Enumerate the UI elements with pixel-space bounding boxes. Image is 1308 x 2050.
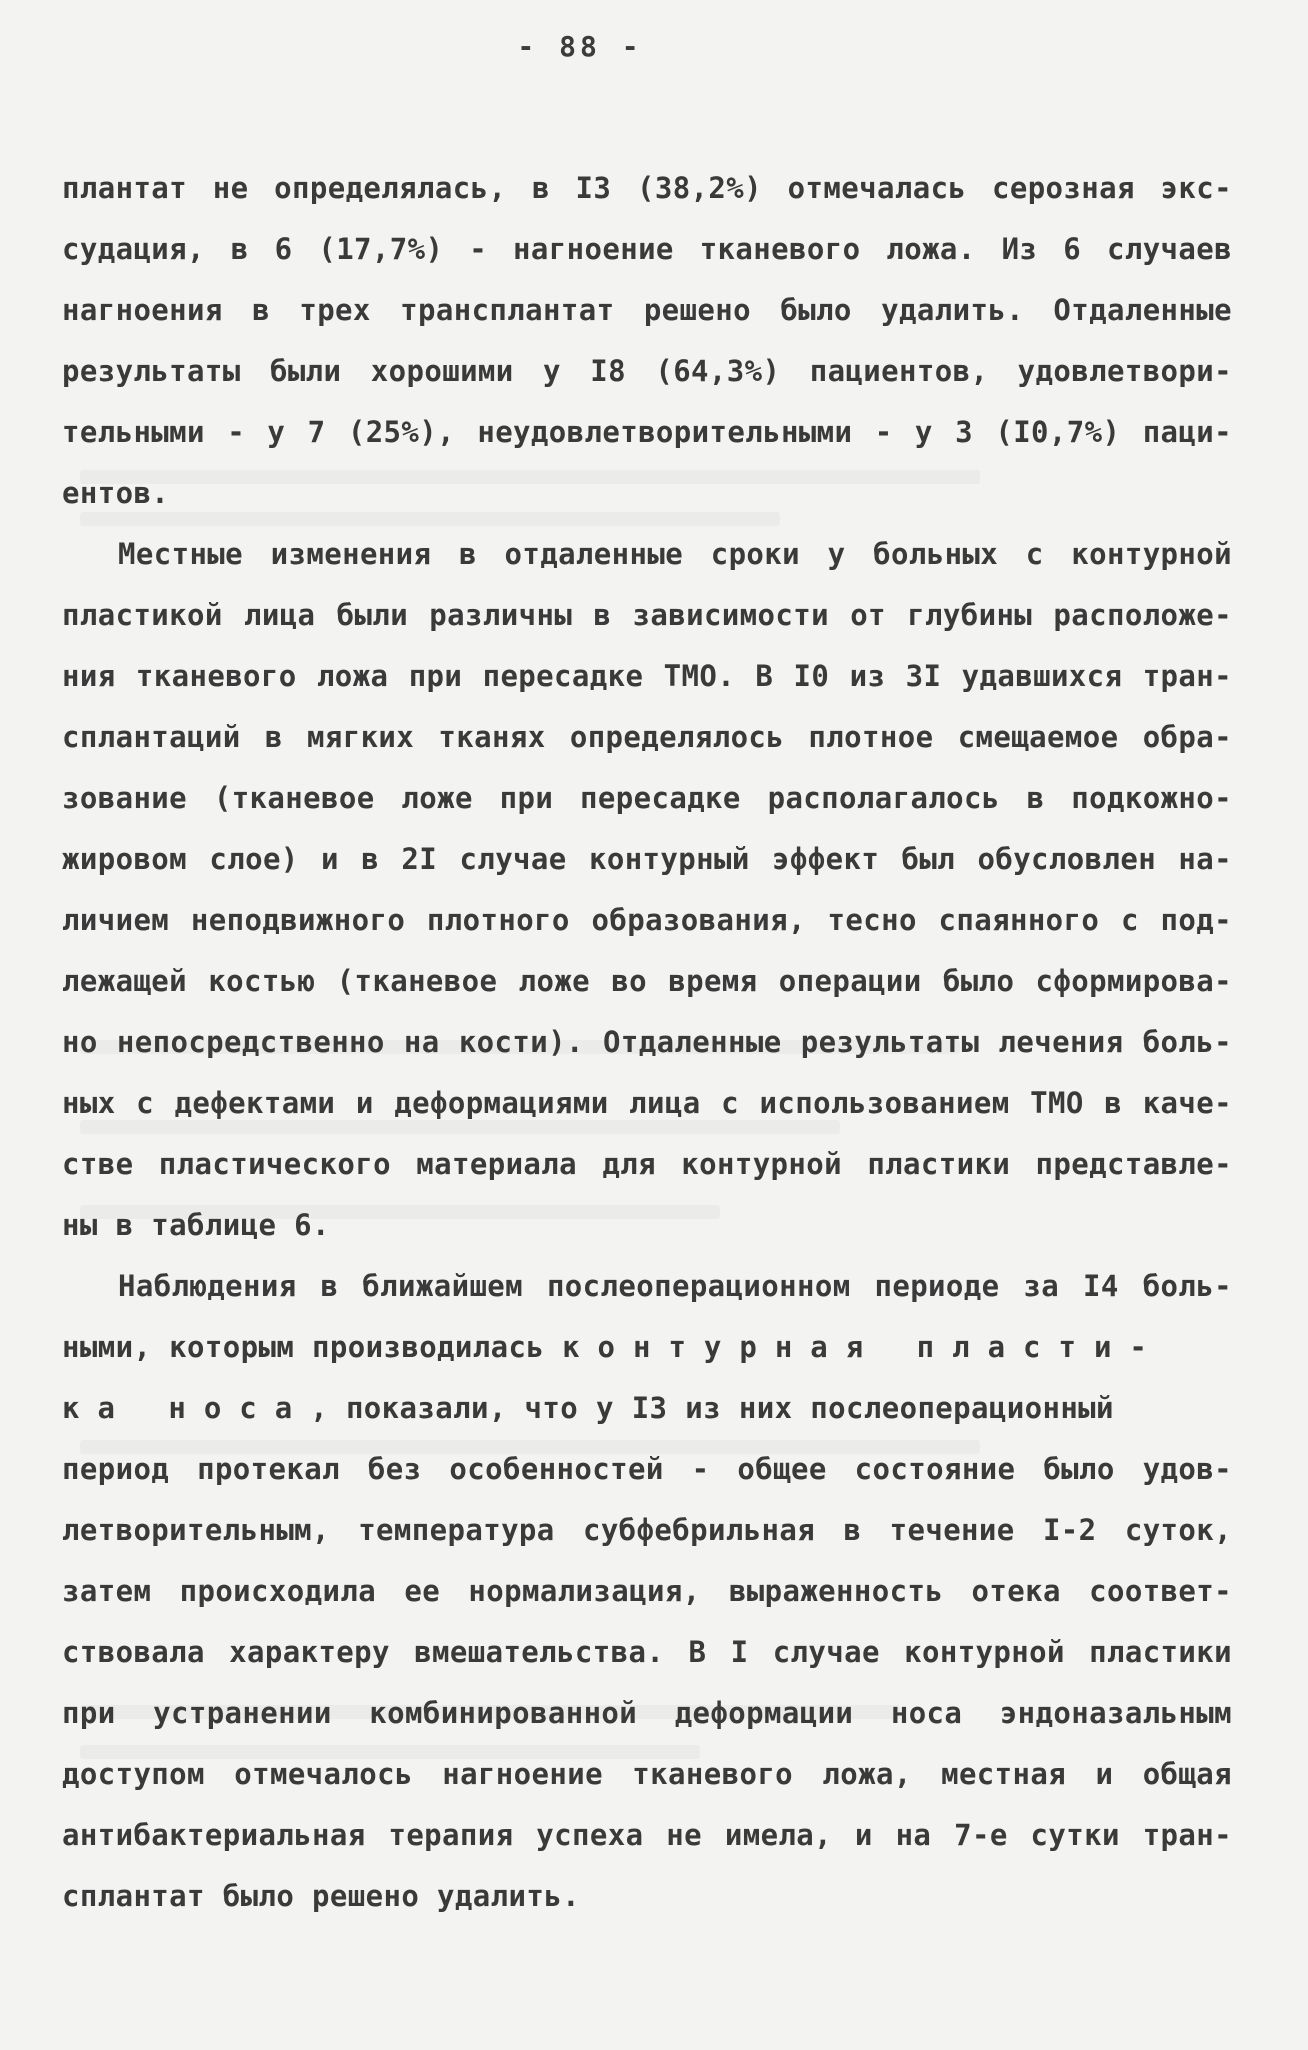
spaced-emphasis: контурная пласти- [562,1330,1165,1364]
paragraph-text: ными, которым производилась [62,1330,563,1364]
paragraph-line: лежащей костью (тканевое ложе во время операции было сформирова- [62,964,1232,998]
paragraph-line: плантат не определялась, в I3 (38,2%) отмечалась серозная экс- [62,171,1232,205]
paragraph-line: доступом отмечалось нагноение тканевого ложа, местная и общая [62,1757,1232,1791]
paragraph-text: , показали, что у I3 из них послеоперационный [310,1391,1114,1425]
paragraph-line: ния тканевого ложа при пересадке ТМО. В I0 из 3I удавшихся тран- [62,659,1232,693]
paragraph-line: ных с дефектами и деформациями лица с использованием ТМО в каче- [62,1086,1232,1120]
paragraph-line: жировом слое) и в 2I случае контурный эффект был обусловлен на- [62,842,1232,876]
paragraph-line: ентов. [62,476,170,510]
paragraph-line: затем происходила ее нормализация, выраженность отека соответ- [62,1574,1232,1608]
paragraph-line: сплантат было решено удалить. [62,1879,580,1913]
paragraph-line: летворительным, температура субфебрильная в течение I-2 суток, [62,1513,1232,1547]
page-number: - 88 - [517,30,643,63]
paragraph-line: зование (тканевое ложе при пересадке располагалось в подкожно- [62,781,1232,815]
paragraph-line: тельными - у 7 (25%), неудовлетворительными - у 3 (I0,7%) паци- [62,415,1232,449]
paragraph-line: период протекал без особенностей - общее состояние было удов- [62,1452,1232,1486]
paragraph-line: сплантаций в мягких тканях определялось плотное смещаемое обра- [62,720,1232,754]
paragraph-line [62,1388,1114,1428]
paragraph-line [62,1327,1165,1367]
paragraph-line: личием неподвижного плотного образования, тесно спаянного с под- [62,903,1232,937]
paragraph-line: ствовала характеру вмешательства. В I случае контурной пластики [62,1635,1232,1669]
paragraph-line: стве пластического материала для контурной пластики представле- [62,1147,1232,1181]
paragraph-line: нагноения в трех трансплантат решено было удалить. Отдаленные [62,293,1232,327]
paragraph-line: судация, в 6 (17,7%) - нагноение тканевого ложа. Из 6 случаев [62,232,1232,266]
paragraph-line: но непосредственно на кости). Отдаленные результаты лечения боль- [62,1025,1232,1059]
paragraph-line: Наблюдения в ближайшем послеоперационном периоде за I4 боль- [118,1269,1232,1303]
paragraph-line: при устранении комбинированной деформации носа эндоназальным [62,1696,1232,1730]
paragraph-line: Местные изменения в отдаленные сроки у больных с контурной [118,537,1232,571]
paragraph-line: результаты были хорошими у I8 (64,3%) пациентов, удовлетвори- [62,354,1232,388]
paragraph-line: пластикой лица были различны в зависимости от глубины расположе- [62,598,1232,632]
paragraph-line: антибактериальная терапия успеха не имела, и на 7-е сутки тран- [62,1818,1232,1852]
paragraph-line: ны в таблице 6. [62,1208,330,1242]
spaced-emphasis: ка носа [62,1391,311,1425]
